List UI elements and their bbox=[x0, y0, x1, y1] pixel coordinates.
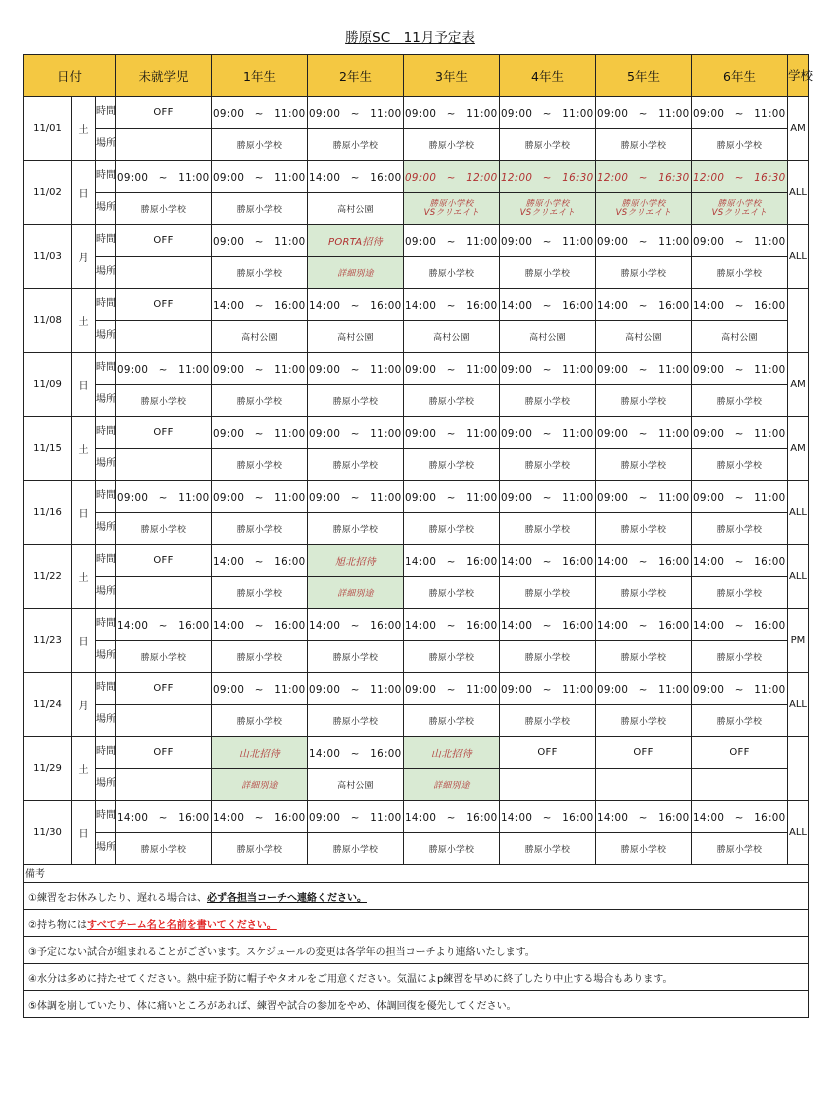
weekday-cell: 土 bbox=[72, 737, 96, 801]
time-label: 時間 bbox=[96, 801, 116, 833]
time-label: 時間 bbox=[96, 737, 116, 769]
place-cell: 勝原小学校 bbox=[692, 257, 788, 289]
notes-section bbox=[24, 865, 809, 1018]
place-cell: 詳細別途 bbox=[308, 577, 404, 609]
note-item bbox=[24, 937, 809, 964]
header-grade2: 2年生 bbox=[308, 55, 404, 97]
date-cell: 11/30 bbox=[24, 801, 72, 865]
table-row bbox=[24, 641, 809, 673]
place-cell: 高村公園 bbox=[692, 321, 788, 353]
date-cell: 11/09 bbox=[24, 353, 72, 417]
school-cell: ALL bbox=[788, 161, 809, 225]
place-cell: 勝原小学校 VSクリエイト bbox=[404, 193, 500, 225]
weekday-cell: 月 bbox=[72, 673, 96, 737]
place-cell: 勝原小学校 bbox=[500, 385, 596, 417]
schedule-table bbox=[23, 54, 814, 1018]
place-cell: 高村公園 bbox=[212, 321, 308, 353]
place-cell: 勝原小学校 bbox=[308, 385, 404, 417]
place-cell: 勝原小学校 bbox=[692, 129, 788, 161]
time-cell: 09:00 ~ 11:00 bbox=[308, 97, 404, 129]
place-cell: 勝原小学校 bbox=[404, 129, 500, 161]
place-cell: 高村公園 bbox=[596, 321, 692, 353]
table-row bbox=[24, 97, 809, 129]
time-cell: OFF bbox=[116, 545, 212, 577]
header-school: 学校 bbox=[788, 55, 809, 97]
place-cell: 勝原小学校 bbox=[596, 833, 692, 865]
place-cell: 高村公園 bbox=[308, 321, 404, 353]
time-label: 時間 bbox=[96, 225, 116, 257]
school-cell: ALL bbox=[788, 801, 809, 865]
time-cell: 14:00 ~ 16:00 bbox=[212, 289, 308, 321]
place-label: 場所 bbox=[96, 385, 116, 417]
place-cell: 勝原小学校 bbox=[212, 705, 308, 737]
time-cell: 09:00 ~ 11:00 bbox=[308, 673, 404, 705]
place-cell: 勝原小学校 bbox=[500, 257, 596, 289]
weekday-cell: 土 bbox=[72, 417, 96, 481]
place-label: 場所 bbox=[96, 321, 116, 353]
header-row bbox=[24, 55, 809, 97]
note-emphasis: すべてチーム名と名前を書いてください。 bbox=[86, 919, 277, 931]
table-row bbox=[24, 385, 809, 417]
place-cell: 勝原小学校 bbox=[596, 513, 692, 545]
time-cell: 09:00 ~ 11:00 bbox=[404, 353, 500, 385]
date-cell: 11/22 bbox=[24, 545, 72, 609]
place-cell: 勝原小学校 bbox=[692, 385, 788, 417]
place-cell: 勝原小学校 VSクリエイト bbox=[500, 193, 596, 225]
time-cell: 09:00 ~ 11:00 bbox=[212, 417, 308, 449]
place-cell: 勝原小学校 bbox=[404, 641, 500, 673]
place-cell: 詳細別途 bbox=[308, 257, 404, 289]
time-label: 時間 bbox=[96, 673, 116, 705]
table-row bbox=[24, 769, 809, 801]
table-row bbox=[24, 289, 809, 321]
table-row bbox=[24, 513, 809, 545]
table-row bbox=[24, 801, 809, 833]
time-cell: 14:00 ~ 16:00 bbox=[212, 801, 308, 833]
place-cell: 勝原小学校 bbox=[692, 449, 788, 481]
place-cell: 勝原小学校 bbox=[692, 833, 788, 865]
time-cell: 14:00 ~ 16:00 bbox=[692, 545, 788, 577]
note-text: ③予定にない試合が組まれることがございます。スケジュールの変更は各学年の担当コーチより連絡いたします。 bbox=[28, 946, 535, 958]
time-cell: 14:00 ~ 16:00 bbox=[404, 609, 500, 641]
place-cell: 勝原小学校 bbox=[500, 705, 596, 737]
school-cell bbox=[788, 289, 809, 353]
time-cell: 09:00 ~ 11:00 bbox=[212, 481, 308, 513]
place-label: 場所 bbox=[96, 577, 116, 609]
time-cell: 09:00 ~ 11:00 bbox=[500, 353, 596, 385]
place-cell: 勝原小学校 bbox=[308, 705, 404, 737]
weekday-cell: 土 bbox=[72, 545, 96, 609]
header-date: 日付 bbox=[24, 55, 116, 97]
time-cell: 14:00 ~ 16:00 bbox=[692, 801, 788, 833]
table-row bbox=[24, 321, 809, 353]
time-cell: 09:00 ~ 11:00 bbox=[692, 353, 788, 385]
time-cell: OFF bbox=[116, 289, 212, 321]
time-cell: 14:00 ~ 16:00 bbox=[596, 609, 692, 641]
place-label: 場所 bbox=[96, 705, 116, 737]
time-label: 時間 bbox=[96, 609, 116, 641]
weekday-cell: 日 bbox=[72, 161, 96, 225]
time-cell: 14:00 ~ 16:00 bbox=[212, 609, 308, 641]
place-cell: 勝原小学校 bbox=[308, 449, 404, 481]
place-cell: 勝原小学校 bbox=[116, 641, 212, 673]
time-cell: 09:00 ~ 11:00 bbox=[596, 97, 692, 129]
table-row bbox=[24, 225, 809, 257]
note-item bbox=[24, 964, 809, 991]
date-cell: 11/24 bbox=[24, 673, 72, 737]
school-cell: ALL bbox=[788, 481, 809, 545]
place-cell: 勝原小学校 bbox=[116, 385, 212, 417]
school-cell: AM bbox=[788, 97, 809, 161]
place-cell: 勝原小学校 bbox=[500, 449, 596, 481]
note-item bbox=[24, 883, 809, 910]
place-label: 場所 bbox=[96, 449, 116, 481]
time-cell: 14:00 ~ 16:00 bbox=[212, 545, 308, 577]
place-cell: 勝原小学校 bbox=[692, 513, 788, 545]
time-cell: PORTA招待 bbox=[308, 225, 404, 257]
time-cell: 14:00 ~ 16:00 bbox=[308, 609, 404, 641]
table-row bbox=[24, 833, 809, 865]
place-cell bbox=[116, 705, 212, 737]
table-row bbox=[24, 193, 809, 225]
notes-header-row bbox=[24, 865, 809, 883]
header-grade1: 1年生 bbox=[212, 55, 308, 97]
weekday-cell: 日 bbox=[72, 353, 96, 417]
time-cell: 09:00 ~ 11:00 bbox=[308, 801, 404, 833]
header-preschool: 未就学児 bbox=[116, 55, 212, 97]
time-cell: 14:00 ~ 16:00 bbox=[692, 289, 788, 321]
time-label: 時間 bbox=[96, 481, 116, 513]
time-cell: 14:00 ~ 16:00 bbox=[308, 289, 404, 321]
place-label: 場所 bbox=[96, 513, 116, 545]
place-cell: 勝原小学校 bbox=[212, 833, 308, 865]
time-cell: 09:00 ~ 11:00 bbox=[596, 417, 692, 449]
place-cell: 勝原小学校 bbox=[212, 513, 308, 545]
time-cell: OFF bbox=[500, 737, 596, 769]
time-cell: 09:00 ~ 11:00 bbox=[500, 417, 596, 449]
time-cell: 09:00 ~ 11:00 bbox=[692, 673, 788, 705]
time-cell: 14:00 ~ 16:00 bbox=[500, 289, 596, 321]
time-cell: 山北招待 bbox=[404, 737, 500, 769]
school-cell: ALL bbox=[788, 225, 809, 289]
place-cell: 勝原小学校 bbox=[596, 449, 692, 481]
place-cell: 勝原小学校 bbox=[500, 129, 596, 161]
place-cell: 勝原小学校 bbox=[404, 833, 500, 865]
time-cell: 09:00 ~ 11:00 bbox=[212, 97, 308, 129]
note-row bbox=[24, 910, 809, 937]
note-row bbox=[24, 883, 809, 910]
place-cell: 勝原小学校 bbox=[308, 833, 404, 865]
place-cell: 勝原小学校 bbox=[404, 577, 500, 609]
time-cell: 14:00 ~ 16:00 bbox=[500, 609, 596, 641]
table-row bbox=[24, 577, 809, 609]
time-cell: 09:00 ~ 11:00 bbox=[596, 481, 692, 513]
time-cell: 09:00 ~ 11:00 bbox=[500, 225, 596, 257]
header-grade3: 3年生 bbox=[404, 55, 500, 97]
place-cell: 勝原小学校 bbox=[404, 449, 500, 481]
time-cell: 14:00 ~ 16:00 bbox=[308, 737, 404, 769]
place-cell: 勝原小学校 VSクリエイト bbox=[692, 193, 788, 225]
table-row bbox=[24, 481, 809, 513]
time-label: 時間 bbox=[96, 545, 116, 577]
place-cell: 高村公園 bbox=[308, 769, 404, 801]
school-cell: AM bbox=[788, 417, 809, 481]
place-cell: 勝原小学校 bbox=[404, 513, 500, 545]
time-cell: 14:00 ~ 16:00 bbox=[404, 289, 500, 321]
place-cell: 勝原小学校 bbox=[212, 129, 308, 161]
place-cell: 勝原小学校 bbox=[116, 833, 212, 865]
note-text: ④水分は多めに持たせてください。熱中症予防に帽子やタオルをご用意ください。気温によp練習を早めに終了したり中止する場合もあります。 bbox=[28, 973, 673, 985]
place-cell: 勝原小学校 bbox=[500, 577, 596, 609]
weekday-cell: 土 bbox=[72, 289, 96, 353]
time-cell: 14:00 ~ 16:00 bbox=[116, 801, 212, 833]
time-cell: 14:00 ~ 16:00 bbox=[500, 801, 596, 833]
place-cell: 勝原小学校 bbox=[596, 385, 692, 417]
note-text: ①練習をお休みしたり、遅れる場合は、 bbox=[28, 892, 207, 904]
place-label: 場所 bbox=[96, 193, 116, 225]
place-cell: 勝原小学校 bbox=[500, 833, 596, 865]
time-cell: OFF bbox=[116, 737, 212, 769]
date-cell: 11/02 bbox=[24, 161, 72, 225]
note-text: ⑤体調を崩していたり、体に痛いところがあれば、練習や試合の参加をやめ、体調回復を優先してください。 bbox=[28, 1000, 517, 1012]
place-cell: 勝原小学校 bbox=[596, 577, 692, 609]
note-emphasis: 必ず各担当コーチへ連絡ください。 bbox=[206, 892, 367, 904]
time-cell: 09:00 ~ 11:00 bbox=[404, 673, 500, 705]
time-cell: 14:00 ~ 16:00 bbox=[116, 609, 212, 641]
school-cell: AM bbox=[788, 353, 809, 417]
time-cell: 09:00 ~ 11:00 bbox=[404, 225, 500, 257]
time-label: 時間 bbox=[96, 289, 116, 321]
notes-label: 備考 bbox=[24, 865, 809, 883]
place-cell: 勝原小学校 bbox=[692, 577, 788, 609]
page-title: 勝原SC 11月予定表 bbox=[345, 30, 475, 46]
time-cell: 09:00 ~ 11:00 bbox=[692, 481, 788, 513]
date-cell: 11/16 bbox=[24, 481, 72, 545]
date-cell: 11/08 bbox=[24, 289, 72, 353]
date-cell: 11/01 bbox=[24, 97, 72, 161]
place-cell: 勝原小学校 bbox=[212, 449, 308, 481]
place-cell bbox=[116, 577, 212, 609]
schedule-body bbox=[24, 97, 809, 865]
place-cell: 詳細別途 bbox=[212, 769, 308, 801]
place-cell: 勝原小学校 bbox=[596, 257, 692, 289]
time-cell: 09:00 ~ 11:00 bbox=[500, 481, 596, 513]
place-cell bbox=[500, 769, 596, 801]
school-cell: ALL bbox=[788, 673, 809, 737]
time-cell: OFF bbox=[116, 97, 212, 129]
time-label: 時間 bbox=[96, 161, 116, 193]
school-cell: PM bbox=[788, 609, 809, 673]
table-row bbox=[24, 545, 809, 577]
time-cell: 14:00 ~ 16:00 bbox=[404, 801, 500, 833]
time-cell: 09:00 ~ 11:00 bbox=[212, 673, 308, 705]
time-cell: 09:00 ~ 11:00 bbox=[212, 161, 308, 193]
school-cell bbox=[788, 737, 809, 801]
time-cell: OFF bbox=[116, 417, 212, 449]
date-cell: 11/29 bbox=[24, 737, 72, 801]
note-row bbox=[24, 991, 809, 1018]
time-cell: 09:00 ~ 11:00 bbox=[212, 353, 308, 385]
weekday-cell: 日 bbox=[72, 481, 96, 545]
place-cell: 高村公園 bbox=[404, 321, 500, 353]
time-cell: 09:00 ~ 11:00 bbox=[404, 481, 500, 513]
time-cell: OFF bbox=[596, 737, 692, 769]
place-cell: 勝原小学校 bbox=[116, 193, 212, 225]
place-cell: 詳細別途 bbox=[404, 769, 500, 801]
place-cell: 勝原小学校 bbox=[308, 641, 404, 673]
place-cell bbox=[116, 321, 212, 353]
place-cell: 勝原小学校 bbox=[212, 385, 308, 417]
table-row bbox=[24, 737, 809, 769]
time-cell: 旭北招待 bbox=[308, 545, 404, 577]
place-cell bbox=[596, 769, 692, 801]
time-cell: 14:00 ~ 16:00 bbox=[308, 161, 404, 193]
place-cell: 高村公園 bbox=[308, 193, 404, 225]
place-label: 場所 bbox=[96, 641, 116, 673]
weekday-cell: 日 bbox=[72, 609, 96, 673]
header-grade6: 6年生 bbox=[692, 55, 788, 97]
table-row bbox=[24, 673, 809, 705]
time-cell: 09:00 ~ 11:00 bbox=[116, 481, 212, 513]
place-cell bbox=[116, 129, 212, 161]
table-row bbox=[24, 609, 809, 641]
note-row bbox=[24, 937, 809, 964]
place-cell: 高村公園 bbox=[500, 321, 596, 353]
time-cell: 09:00 ~ 11:00 bbox=[500, 673, 596, 705]
time-cell: 09:00 ~ 12:00 bbox=[404, 161, 500, 193]
time-cell: 12:00 ~ 16:30 bbox=[500, 161, 596, 193]
place-label: 場所 bbox=[96, 129, 116, 161]
place-cell: 勝原小学校 bbox=[212, 193, 308, 225]
place-label: 場所 bbox=[96, 833, 116, 865]
place-cell bbox=[116, 449, 212, 481]
time-label: 時間 bbox=[96, 417, 116, 449]
time-cell: 09:00 ~ 11:00 bbox=[308, 353, 404, 385]
time-cell: OFF bbox=[116, 673, 212, 705]
note-item bbox=[24, 910, 809, 937]
place-cell bbox=[116, 257, 212, 289]
table-row bbox=[24, 417, 809, 449]
place-cell: 勝原小学校 bbox=[500, 513, 596, 545]
place-cell: 勝原小学校 bbox=[500, 641, 596, 673]
note-text: ②持ち物には bbox=[28, 919, 87, 931]
place-cell: 勝原小学校 bbox=[212, 641, 308, 673]
place-cell: 勝原小学校 VSクリエイト bbox=[596, 193, 692, 225]
time-cell: 14:00 ~ 16:00 bbox=[596, 289, 692, 321]
time-cell: 09:00 ~ 11:00 bbox=[116, 161, 212, 193]
place-cell: 勝原小学校 bbox=[404, 257, 500, 289]
table-row bbox=[24, 705, 809, 737]
time-cell: OFF bbox=[692, 737, 788, 769]
date-cell: 11/03 bbox=[24, 225, 72, 289]
time-cell: 09:00 ~ 11:00 bbox=[116, 353, 212, 385]
note-row bbox=[24, 964, 809, 991]
place-cell: 勝原小学校 bbox=[116, 513, 212, 545]
time-cell: 09:00 ~ 11:00 bbox=[212, 225, 308, 257]
place-cell: 勝原小学校 bbox=[212, 257, 308, 289]
date-cell: 11/15 bbox=[24, 417, 72, 481]
place-cell: 勝原小学校 bbox=[596, 705, 692, 737]
table-row bbox=[24, 353, 809, 385]
table-row bbox=[24, 129, 809, 161]
place-cell bbox=[116, 769, 212, 801]
time-cell: 14:00 ~ 16:00 bbox=[404, 545, 500, 577]
time-cell: 山北招待 bbox=[212, 737, 308, 769]
time-cell: 12:00 ~ 16:30 bbox=[692, 161, 788, 193]
note-item bbox=[24, 991, 809, 1018]
time-cell: 09:00 ~ 11:00 bbox=[692, 97, 788, 129]
place-cell: 勝原小学校 bbox=[692, 705, 788, 737]
time-cell: 09:00 ~ 11:00 bbox=[404, 417, 500, 449]
place-cell: 勝原小学校 bbox=[308, 513, 404, 545]
place-cell: 勝原小学校 bbox=[404, 705, 500, 737]
time-label: 時間 bbox=[96, 97, 116, 129]
header-grade4: 4年生 bbox=[500, 55, 596, 97]
table-row bbox=[24, 161, 809, 193]
place-label: 場所 bbox=[96, 257, 116, 289]
table-row bbox=[24, 449, 809, 481]
place-cell: 勝原小学校 bbox=[596, 641, 692, 673]
place-cell: 勝原小学校 bbox=[212, 577, 308, 609]
table-row bbox=[24, 257, 809, 289]
time-label: 時間 bbox=[96, 353, 116, 385]
place-cell: 勝原小学校 bbox=[596, 129, 692, 161]
time-cell: 09:00 ~ 11:00 bbox=[308, 417, 404, 449]
place-cell: 勝原小学校 bbox=[308, 129, 404, 161]
time-cell: 09:00 ~ 11:00 bbox=[404, 97, 500, 129]
time-cell: 09:00 ~ 11:00 bbox=[596, 673, 692, 705]
weekday-cell: 土 bbox=[72, 97, 96, 161]
time-cell: 09:00 ~ 11:00 bbox=[596, 353, 692, 385]
date-cell: 11/23 bbox=[24, 609, 72, 673]
time-cell: 14:00 ~ 16:00 bbox=[500, 545, 596, 577]
weekday-cell: 月 bbox=[72, 225, 96, 289]
place-cell: 勝原小学校 bbox=[692, 641, 788, 673]
time-cell: 09:00 ~ 11:00 bbox=[596, 225, 692, 257]
time-cell: 09:00 ~ 11:00 bbox=[692, 417, 788, 449]
header-grade5: 5年生 bbox=[596, 55, 692, 97]
time-cell: 14:00 ~ 16:00 bbox=[596, 545, 692, 577]
time-cell: 12:00 ~ 16:30 bbox=[596, 161, 692, 193]
weekday-cell: 日 bbox=[72, 801, 96, 865]
place-label: 場所 bbox=[96, 769, 116, 801]
school-cell: ALL bbox=[788, 545, 809, 609]
place-cell: 勝原小学校 bbox=[404, 385, 500, 417]
time-cell: 09:00 ~ 11:00 bbox=[308, 481, 404, 513]
place-cell bbox=[692, 769, 788, 801]
time-cell: 09:00 ~ 11:00 bbox=[500, 97, 596, 129]
time-cell: OFF bbox=[116, 225, 212, 257]
time-cell: 14:00 ~ 16:00 bbox=[692, 609, 788, 641]
time-cell: 14:00 ~ 16:00 bbox=[596, 801, 692, 833]
time-cell: 09:00 ~ 11:00 bbox=[692, 225, 788, 257]
